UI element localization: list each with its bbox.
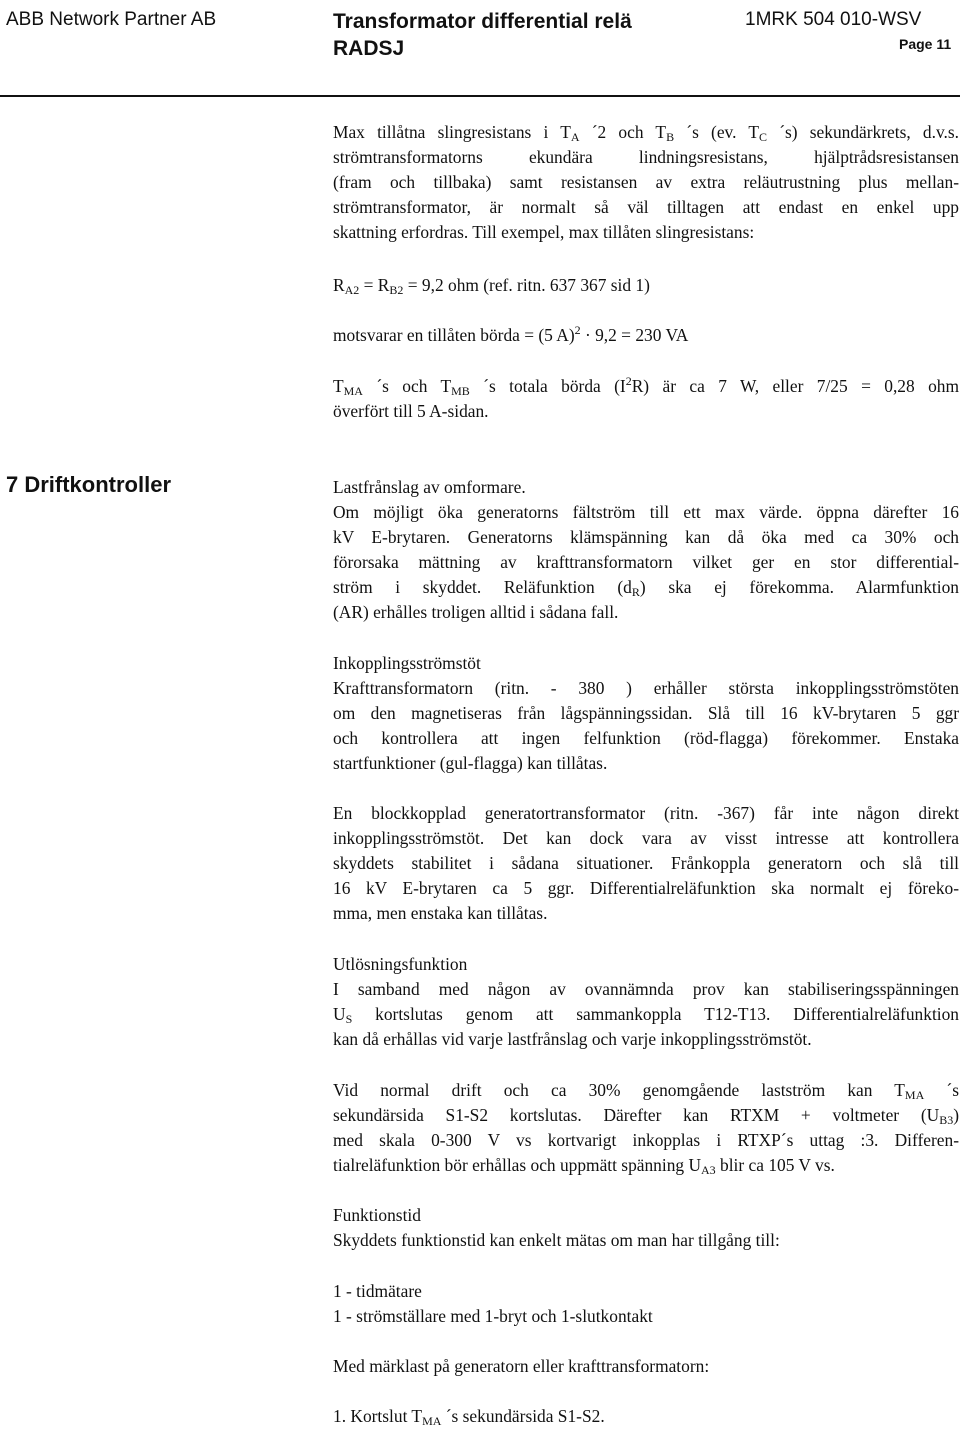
text-line: mma, men enstaka kan tillåtas.	[333, 903, 548, 923]
text-line: strömtransformatorns ekundära lindningsresistans, hjälptrådsresistansen	[333, 147, 959, 167]
text-line: startfunktioner (gul-flagga) kan tillåtas.	[333, 753, 608, 773]
header-page-number: Page 11	[899, 36, 952, 52]
paragraph-markklast	[333, 1354, 959, 1379]
text-line: Om möjligt öka generatorns fältström till ett max värde. öppna därefter 16	[333, 502, 959, 522]
text-line: ström i skyddet. Reläfunktion $(d_R)$ ska ej förekomma. Alarmfunktion	[333, 577, 959, 599]
header-title	[333, 8, 632, 62]
header-title-line-1: Transformator differential relä	[333, 10, 632, 33]
text-line: skattning erfordras. Till exempel, max tillåten slingresistans:	[333, 222, 755, 242]
paragraph-slingresistans	[333, 120, 959, 245]
text-line: Krafttransformatorn (ritn. - 380 ) erhåller största inkopplingsströmstöten	[333, 678, 959, 698]
paragraph-utlosningsfunktion	[333, 952, 959, 1052]
section-heading: 7 Driftkontroller	[6, 472, 172, 497]
text-line: tialreläfunktion bör erhållas och uppmätt spänning $U_{A3}$ blir ca 105 V vs.	[333, 1155, 835, 1177]
subheading: Inkopplingsströmstöt	[333, 653, 481, 673]
subheading: Funktionstid	[333, 1205, 421, 1225]
text-line: kV E-brytaren. Generatorns klämspänning kan då öka med ca 30% och	[333, 527, 959, 547]
text-line: kan då erhållas vid varje lastfrånslag och varje inkopplingsströmstöt.	[333, 1029, 812, 1049]
text-line: överfört till 5 A-sidan.	[333, 401, 489, 421]
step-item: 1. Kortslut $T_{MA}$ ´s sekundärsida S1-S2.	[333, 1406, 605, 1428]
header-doc-number: 1MRK 504 010-WSV	[745, 9, 922, 30]
text-line: Skyddets funktionstid kan enkelt mätas om man har tillgång till:	[333, 1230, 780, 1250]
paragraph-total-burden	[333, 374, 959, 424]
header-company: ABB Network Partner AB	[6, 9, 217, 30]
text-line: 16 kV E-brytaren ca 5 ggr. Differentialreläfunktion ska normalt ej föreko-	[333, 878, 959, 898]
text-line: inkopplingsströmstöt. Det kan dock vara av visst intresse att kontrollera	[333, 828, 959, 848]
subheading: Lastfrånslag av omformare.	[333, 477, 526, 497]
list-item: 1 - tidmätare	[333, 1281, 422, 1301]
text-line: med skala 0-300 V vs kortvarigt inkopplas i RTXP´s uttag :3. Differen-	[333, 1130, 959, 1150]
text-line: $U_S$ kortslutas genom att sammankoppla T12-T13. Differentialreläfunktion	[333, 1004, 959, 1026]
paragraph-normal-drift	[333, 1078, 959, 1178]
header-title-line-2: RADSJ	[333, 37, 405, 60]
text-line: och kontrollera att ingen felfunktion (röd-flagga) förekommer. Enstaka	[333, 728, 959, 748]
text-line: förorsaka mättning av krafttransformatorn vilket ger en stor differential-	[333, 552, 959, 572]
equipment-list	[333, 1279, 959, 1329]
text-line: Max tillåtna slingresistans i $T_A$ ´2 och $T_B$ ´s (ev. $T_C$ ´s) sekundärkrets, d.v.s.	[333, 122, 959, 144]
paragraph-funktionstid	[333, 1203, 959, 1253]
paragraph-blockkopplad	[333, 801, 959, 926]
paragraph-lastfranslag	[333, 475, 959, 625]
text-line: En blockkopplad generatortransformator (ritn. -367) får inte någon direkt	[333, 803, 959, 823]
text-line: $T_{MA}$ ´s och $T_{MB}$ ´s totala börda $(I^2R)$ är ca 7 W, eller 7/25 = 0,28 ohm	[333, 374, 960, 398]
text-line: om den magnetiseras från lågspänningssidan. Slå till 16 kV-brytaren 5 ggr	[333, 703, 959, 723]
text-line: (fram och tillbaka) samt resistansen av extra reläutrustning plus mellan-	[333, 172, 959, 192]
text-line: Vid normal drift och ca 30% genomgående lastström kan $T_{MA}$ ´s	[333, 1080, 959, 1102]
header-divider	[0, 95, 960, 97]
text-line: strömtransformator, är normalt så väl tilltagen att endast en enkel upp	[333, 197, 959, 217]
text-line: skyddets stabilitet i sådana situationer. Frånkoppla generatorn och slå till	[333, 853, 959, 873]
subheading: Utlösningsfunktion	[333, 954, 468, 974]
text-line: sekundärsida S1-S2 kortslutas. Därefter kan RTXM + voltmeter $(U_{B3})$	[333, 1105, 959, 1127]
text-line: Med märklast på generatorn eller krafttransformatorn:	[333, 1356, 710, 1376]
text-line: (AR) erhålles troligen alltid i sådana fall.	[333, 602, 619, 622]
equation-burden: motsvarar en tillåten börda = (5 A)$^2$ · 9,2 = 230 VA	[333, 323, 689, 345]
list-item: 1 - strömställare med 1-bryt och 1-slutkontakt	[333, 1306, 653, 1326]
paragraph-inkopplingsstromstot	[333, 651, 959, 776]
text-line: I samband med någon av ovannämnda prov kan stabiliseringsspänningen	[333, 979, 959, 999]
equation-resistance: $R_{A2} = R_{B2} = 9,2$ ohm (ref. ritn. 637 367 sid 1)	[333, 275, 650, 297]
